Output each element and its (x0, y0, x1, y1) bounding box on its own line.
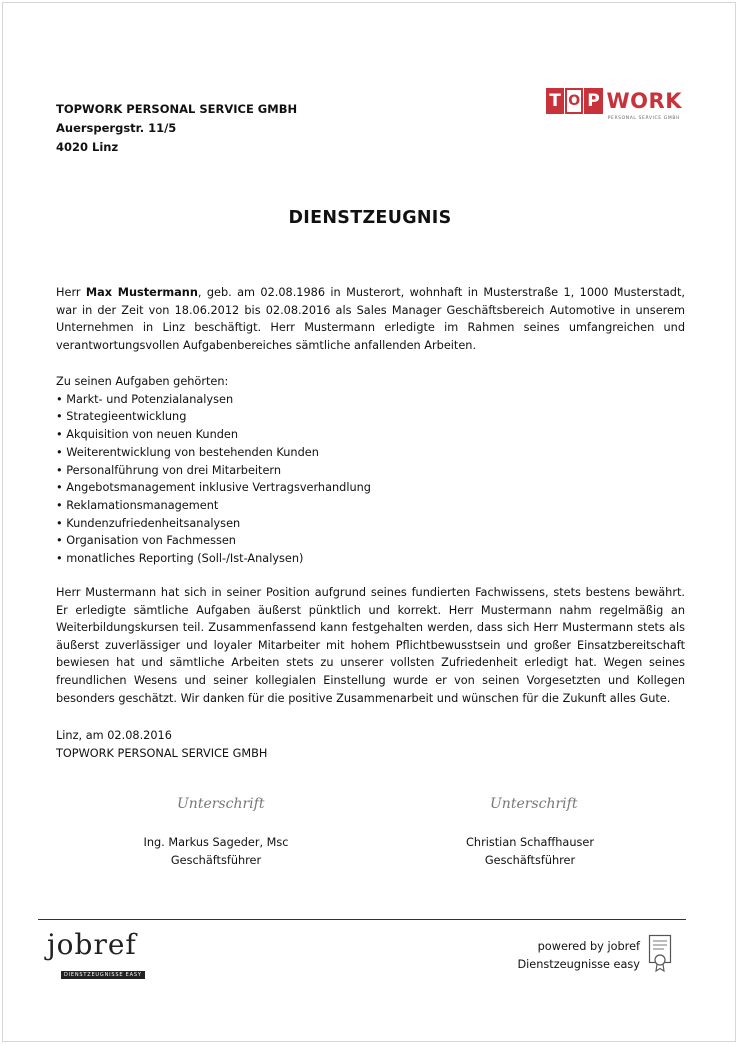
company-street: Auerspergstr. 11/5 (56, 121, 177, 135)
signature-2-script: Unterschrift (490, 796, 578, 812)
signatory-1-role: Geschäftsführer (170, 854, 262, 867)
intro-prefix: Herr (56, 286, 86, 299)
company-address (56, 100, 297, 157)
powered-by (480, 938, 640, 974)
logo-word-rest: WORK (606, 89, 682, 113)
task-heading: Zu seinen Aufgaben gehörten: (56, 375, 229, 388)
signature-1-script: Unterschrift (177, 796, 265, 812)
logo-subtitle: PERSONAL SERVICE GMBH (607, 116, 680, 121)
employee-name: Max Mustermann (85, 286, 198, 299)
intro-text: , geb. am 02.08.1986 in Musterort, wohnhaft in Musterstraße 1, 1000 Musterstadt, war in der Zeit von 18.06.2012 bis 02.08.2016 als Sales Manager Geschäftsbereich Automotive in unserem Unternehmen in Linz beschäftigt. Herr Mustermann erledigte im Rahmen seines umfangreichen und verantwortungsvollen Aufgabenbereiches sämtliche anfallenden Arbeiten. (56, 286, 685, 352)
closing-block (56, 727, 267, 762)
list-item: • Weiterentwicklung von bestehenden Kunden (56, 444, 371, 462)
logo-letter-o: O (565, 88, 583, 114)
signatory-1 (106, 834, 326, 870)
list-item: • Strategieentwicklung (56, 408, 371, 426)
task-list (56, 391, 371, 568)
footer-divider (38, 919, 686, 920)
closing-company: TOPWORK PERSONAL SERVICE GMBH (56, 746, 268, 760)
list-item: • Angebotsmanagement inklusive Vertragsverhandlung (56, 479, 371, 497)
powered-line-1: powered by jobref (537, 940, 640, 953)
jobref-logo (47, 929, 157, 977)
powered-line-2: Dienstzeugnisse easy (517, 958, 640, 971)
logo-letter-p: P (584, 88, 602, 114)
assessment-paragraph: Herr Mustermann hat sich in seiner Position aufgrund seines fundierten Fachwissens, stets bestens bewährt. Er erledigte sämtliche Aufgaben äußerst pünktlich und korrekt. Herr Mustermann nahm regelmäßig an Weiterbildungskursen teil. Zusammenfassend kann festgehalten werden, dass sich Herr Mustermann stets als äußerst zuverlässiger und loyaler Mitarbeiter mit hohem Pflichtbewusstsein und großer Einsatzbereitschaft bewiesen hat und sämtliche Arbeiten stets zu unserer vollsten Zufriedenheit erledigt hat. Wegen seines freundlichen Wesens und seiner kollegialen Einstellung wurde er von seinen Vorgesetzten und Kollegen besonders geschätzt. Wir danken für die positive Zusammenarbeit und wünschen für die Zukunft alles Gute. (56, 586, 685, 705)
logo-letter-t: T (546, 88, 564, 114)
signatory-2-name: Christian Schaffhauser (466, 836, 594, 849)
document-title: DIENSTZEUGNIS (288, 208, 452, 228)
intro-paragraph (56, 284, 685, 354)
certificate-icon (648, 934, 672, 972)
task-section (56, 373, 371, 568)
company-city: 4020 Linz (56, 140, 119, 154)
company-name: TOPWORK PERSONAL SERVICE GMBH (56, 102, 298, 116)
jobref-tagline: DIENSTZEUGNISSE EASY (61, 971, 145, 979)
signatory-1-name: Ing. Markus Sageder, Msc (143, 836, 289, 849)
list-item: • Organisation von Fachmessen (56, 532, 371, 550)
list-item: • Markt- und Potenzialanalysen (56, 391, 371, 409)
list-item: • Akquisition von neuen Kunden (56, 426, 371, 444)
list-item: • Kundenzufriedenheitsanalysen (56, 515, 371, 533)
signatory-2-role: Geschäftsführer (484, 854, 576, 867)
topwork-logo (546, 87, 682, 123)
list-item: • Reklamationsmanagement (56, 497, 371, 515)
list-item: • Personalführung von drei Mitarbeitern (56, 462, 371, 480)
list-item: • monatliches Reporting (Soll-/Ist-Analysen) (56, 550, 371, 568)
jobref-wordmark: jobref (47, 928, 137, 961)
signatory-2 (420, 834, 640, 870)
place-date: Linz, am 02.08.2016 (56, 729, 172, 742)
